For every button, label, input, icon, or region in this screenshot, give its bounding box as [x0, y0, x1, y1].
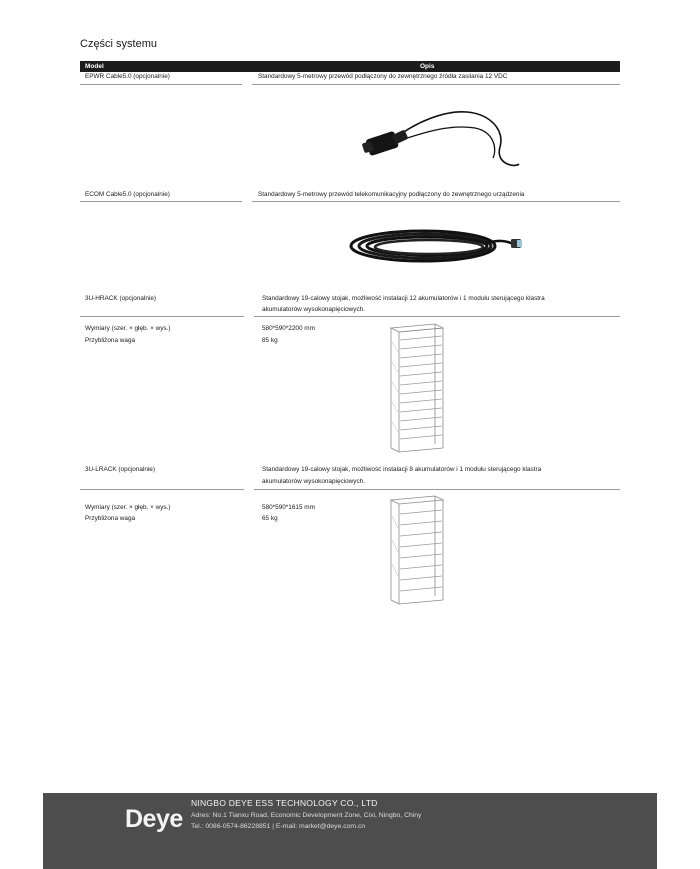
footer-contact: Tel.: 0086-0574-86228851 | E-mail: market@deye.com.cn [191, 823, 366, 830]
hrack-weight-value: 85 kg [262, 337, 278, 344]
row-divider [252, 84, 620, 85]
row-epwr-description: Standardowy 5-metrowy przewód podłączony do zewnętrznego źródła zasilania 12 VDC [258, 73, 508, 80]
page-title: Części systemu [80, 38, 158, 50]
footer-company: NINGBO DEYE ESS TECHNOLOGY CO., LTD [191, 798, 378, 808]
hrack-image [385, 322, 447, 456]
row-lrack-description-line2: akumulatorów wysokonapięciowych. [262, 478, 366, 485]
row-divider [254, 316, 620, 317]
row-lrack-description-line1: Standardowy 19-calowy stojak, możliwość instalacji 8 akumulatorów i 1 modułu sterującego klastra [262, 466, 542, 473]
lrack-dims-label: Wymiary (szer. × głęb. × wys.) [85, 504, 171, 511]
row-divider [80, 316, 244, 317]
hrack-weight-label: Przybliżona waga [85, 337, 136, 344]
table-header [80, 61, 620, 72]
row-ecom-model: ECOM Cable5.0 (opcjonalnie) [85, 191, 170, 198]
row-lrack-model: 3U-LRACK (opcjonalnie) [85, 466, 155, 473]
row-divider [252, 201, 620, 202]
row-divider [80, 489, 244, 490]
row-epwr-model: EPWR Cable5.0 (opcjonalnie) [85, 73, 170, 80]
lrack-weight-value: 65 kg [262, 515, 278, 522]
row-hrack-description-line2: akumulatorów wysokonapięciowych. [262, 306, 366, 313]
lrack-image [385, 494, 447, 608]
lrack-dims-value: 580*590*1615 mm [262, 504, 315, 511]
ecom-cable-image [345, 222, 525, 270]
epwr-cable-image [355, 102, 525, 174]
lrack-weight-label: Przybliżona waga [85, 515, 136, 522]
row-divider [254, 489, 620, 490]
hrack-dims-label: Wymiary (szer. × głęb. × wys.) [85, 325, 171, 332]
row-ecom-description: Standardowy 5-metrowy przewód telekomunikacyjny podłączony do zewnętrznego urządzenia [258, 191, 525, 198]
header-description: Opis [420, 62, 435, 70]
row-hrack-model: 3U-HRACK (opcjonalnie) [85, 295, 157, 302]
row-divider [80, 201, 242, 202]
deye-logo: Deye [125, 805, 183, 833]
footer [43, 793, 657, 869]
hrack-dims-value: 580*590*2200 mm [262, 325, 315, 332]
header-model: Model [85, 62, 104, 70]
row-hrack-description-line1: Standardowy 19-calowy stojak, możliwość instalacji 12 akumulatorów i 1 modułu sterującego klastra [262, 295, 545, 302]
footer-address: Adres: No.1 Tianxu Road, Economic Development Zone, Cixi, Ningbo, Chiny [191, 812, 422, 819]
row-divider [80, 84, 242, 85]
